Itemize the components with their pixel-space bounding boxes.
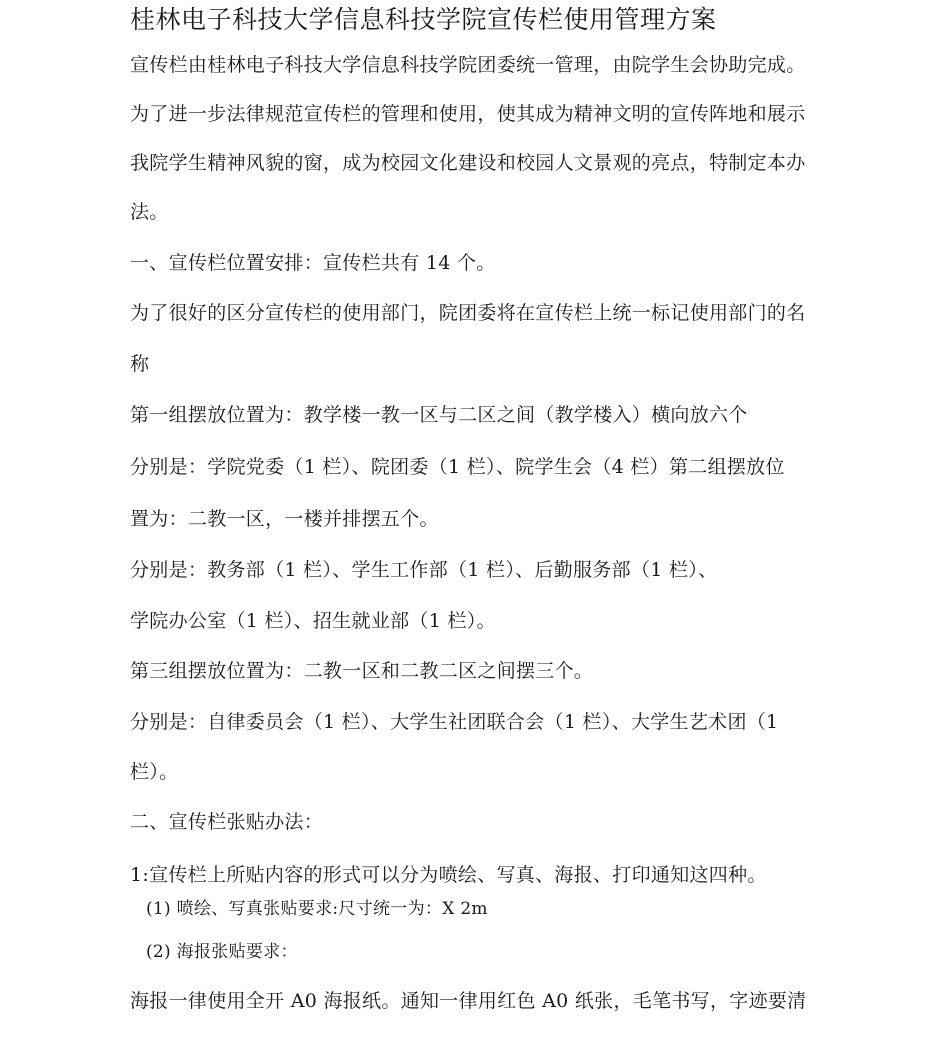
- paragraph-line: 我院学生精神风貌的窗，成为校园文化建设和校园人文景观的亮点，特制定本办: [130, 152, 806, 174]
- list-item: (2) 海报张贴要求：: [146, 942, 298, 962]
- paragraph-line: 海报一律使用全开 A0 海报纸。通知一律用红色 A0 纸张，毛笔书写，字迹要清: [130, 990, 807, 1012]
- paragraph-line: 法。: [130, 201, 169, 223]
- section-heading: 一、宣传栏位置安排：宣传栏共有 14 个。: [130, 252, 496, 274]
- paragraph-line: 分别是：学院党委（1 栏）、院团委（1 栏）、院学生会（4 栏）第二组摆放位: [130, 456, 785, 478]
- paragraph-line: 分别是：自律委员会（1 栏）、大学生社团联合会（1 栏）、大学生艺术团（1: [130, 711, 779, 733]
- paragraph-line: 第三组摆放位置为：二教一区和二教二区之间摆三个。: [130, 660, 594, 682]
- page-title: 桂林电子科技大学信息科技学院宣传栏使用管理方案: [130, 5, 717, 34]
- paragraph-line: 为了很好的区分宣传栏的使用部门，院团委将在宣传栏上统一标记使用部门的名: [130, 302, 806, 324]
- list-item: (1) 喷绘、写真张贴要求:尺寸统一为：X 2m: [146, 899, 488, 919]
- paragraph-line: 为了进一步法律规范宣传栏的管理和使用，使其成为精神文明的宣传阵地和展示: [130, 103, 806, 125]
- paragraph-line: 置为：二教一区，一楼并排摆五个。: [130, 508, 439, 530]
- paragraph-line: 栏）。: [130, 761, 179, 783]
- paragraph-line: 第一组摆放位置为：教学楼一教一区与二区之间（教学楼入）横向放六个: [130, 404, 748, 426]
- paragraph-line: 学院办公室（1 栏）、招生就业部（1 栏）。: [130, 610, 496, 632]
- section-heading: 二、宣传栏张贴办法：: [130, 811, 324, 833]
- paragraph-line: 1:宣传栏上所贴内容的形式可以分为喷绘、写真、海报、打印通知这四种。: [130, 864, 767, 886]
- paragraph-line: 分别是：教务部（1 栏）、学生工作部（1 栏）、后勤服务部（1 栏）、: [130, 559, 718, 581]
- paragraph-line: 宣传栏由桂林电子科技大学信息科技学院团委统一管理，由院学生会协助完成。: [130, 54, 806, 76]
- paragraph-line: 称: [130, 353, 150, 375]
